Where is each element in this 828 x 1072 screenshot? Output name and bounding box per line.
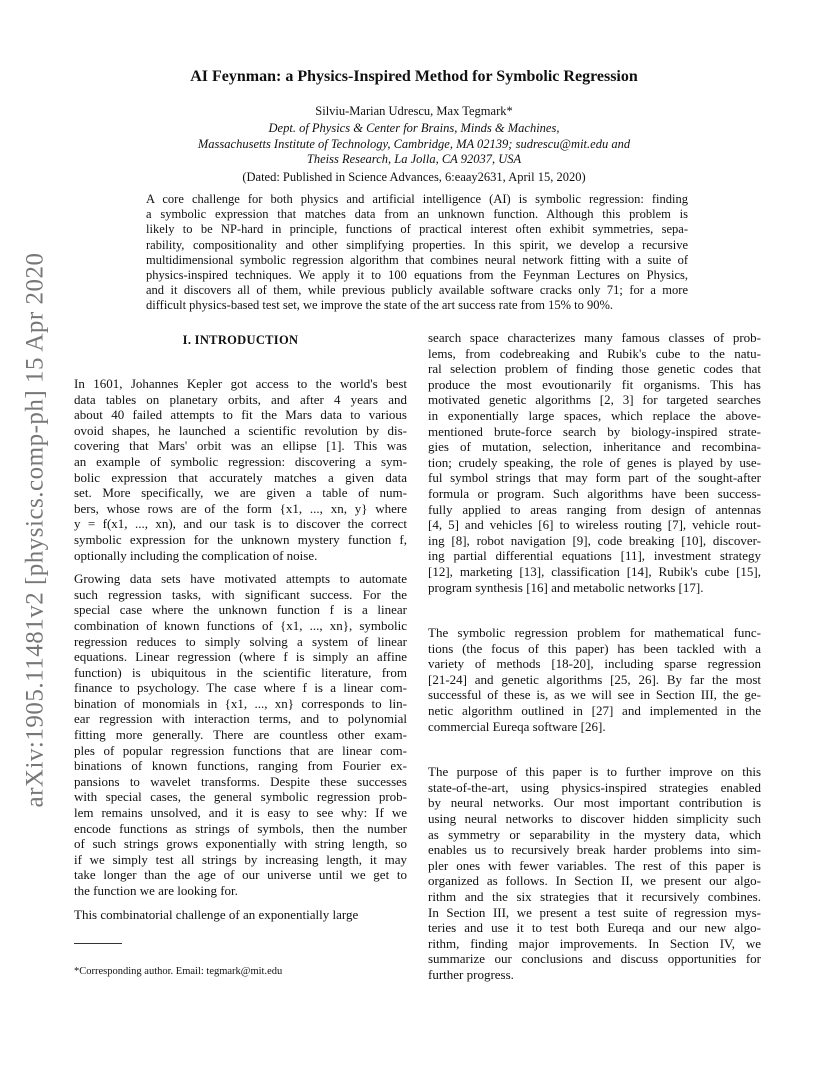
- text-line: function) is ubiquitous in the scientific literature, from: [74, 664, 407, 680]
- text-line: [4, 5] and vehicles [6] to wireless routing [7], vehicle rout-: [428, 517, 761, 533]
- author-list: Silviu-Marian Udrescu, Max Tegmark*: [315, 104, 513, 118]
- text-line: The symbolic regression problem for mathematical func-: [428, 625, 761, 641]
- text-line: pansions to wavelet transforms. Despite these successes: [74, 773, 407, 789]
- text-line: with special cases, the general symbolic regression prob-: [74, 789, 407, 805]
- text-line: organized as follows. In Section II, we present our algo-: [428, 873, 761, 889]
- text-line: ing [8], robot navigation [9], code breaking [10], discover-: [428, 532, 761, 548]
- arxiv-stamp: [14, 230, 56, 830]
- text-line: such regression tasks, with significant success. For the: [74, 586, 407, 602]
- text-line: as symmetry or separability in the mystery data, which: [428, 826, 761, 842]
- text-line: ful symbol strings that may form part of the sought-after: [428, 470, 761, 486]
- text-line: an example of symbolic regression: discovering a sym-: [74, 453, 407, 469]
- abstract-line: a symbolic expression that matches data from an unknown function. Although this problem is: [146, 207, 688, 222]
- text-line: enables us to recursively break harder problems into sim-: [428, 842, 761, 858]
- text-line: successful of these is, as we will see in Section III, the ge-: [428, 687, 761, 703]
- text-line: if we simply test all strings by increasing length, it may: [74, 851, 407, 867]
- text-line: [21-24] and genetic algorithms [25, 26]. By far the most: [428, 671, 761, 687]
- text-line: ear regression with interaction terms, and to polynomial: [74, 711, 407, 727]
- text-line: of such strings grows exponentially with string length, so: [74, 836, 407, 852]
- text-line: encode functions as strings of symbols, then the number: [74, 820, 407, 836]
- section-heading: I. INTRODUCTION: [182, 333, 299, 347]
- affiliation: [0, 121, 828, 168]
- text-line: tion; crudely speaking, the role of genes is played by use-: [428, 454, 761, 470]
- footnote: *Corresponding author. Email: tegmark@mit.edu: [74, 966, 283, 977]
- abstract-line: difficult physics-based test set, we improve the state of the art success rate from 15% to 90%.: [146, 298, 613, 313]
- text-line: combination of known functions of {x1, ..., xn}, symbolic: [74, 617, 407, 633]
- text-line: ing partial differential equations [11], investment strategy: [428, 548, 761, 564]
- text-line: bolic expression that accurately matches a given data: [74, 469, 407, 485]
- paragraph: [74, 376, 407, 563]
- text-line: the function we are looking for.: [74, 883, 238, 898]
- text-line: teries and use it to test both Eureqa and our new algo-: [428, 920, 761, 936]
- right-column: [428, 330, 761, 983]
- text-line: pler ones with fewer variables. The rest of this paper is: [428, 857, 761, 873]
- text-line: program synthesis [16] and metabolic networks [17].: [428, 579, 704, 595]
- paragraph: [74, 907, 407, 923]
- abstract: [146, 192, 688, 314]
- text-line: rithm and the six strategies that it recursively combines.: [428, 889, 761, 904]
- text-line: bers, whose rows are of the form {x1, ..., xn, y} where: [74, 500, 407, 516]
- left-column: [74, 376, 407, 922]
- abstract-line: likely to be NP-hard in principle, functions of practical interest often exhibit symmetries, sepa-: [146, 222, 688, 237]
- abstract-line: physics-inspired techniques. We apply it to 100 equations from the Feynman Lectures on Physics,: [146, 268, 688, 283]
- paper-title: AI Feynman: a Physics-Inspired Method for Symbolic Regression: [190, 68, 638, 85]
- text-line: search space characterizes many famous classes of prob-: [428, 330, 761, 345]
- text-line: using neural networks to discover hidden simplicity such: [428, 811, 761, 827]
- text-line: This combinatorial challenge of an exponentially large: [74, 906, 359, 922]
- text-line: In 1601, Johannes Kepler got access to the world's best: [74, 376, 407, 391]
- text-line: optionally including the complication of noise.: [74, 547, 318, 563]
- text-line: ral selection problem of finding those genetic codes that: [428, 361, 761, 377]
- text-line: Growing data sets have motivated attempts to automate: [74, 571, 407, 587]
- abstract-line: rability, compositionality and other simplifying properties. In this spirit, we develop a recursive: [146, 237, 688, 252]
- affiliation-line: Dept. of Physics & Center for Brains, Minds & Machines,: [268, 121, 560, 135]
- text-line: covering that Mars' orbit was an ellipse [1]. This was: [74, 438, 407, 454]
- affiliation-line: Massachusetts Institute of Technology, Cambridge, MA 02139; sudrescu@mit.edu and: [197, 136, 631, 151]
- text-line: formula or program. Such algorithms have been success-: [428, 485, 761, 501]
- text-line: motivated genetic algorithms [2, 3] for targeted searches: [428, 392, 761, 408]
- text-line: mentioned brute-force search by biology-inspired strate-: [428, 423, 761, 439]
- arxiv-stamp-text: arXiv:1905.11481v2 [physics.comp-ph] 15 Apr 2020: [21, 252, 48, 808]
- text-line: about 40 failed attempts to fit the Mars data to various: [74, 407, 407, 423]
- text-line: take longer than the age of our universe until we get to: [74, 867, 407, 883]
- text-line: ovoid shapes, he launched a scientific revolution by dis-: [74, 422, 407, 438]
- abstract-line: A core challenge for both physics and artificial intelligence (AI) is symbolic regression: finding: [146, 192, 688, 206]
- text-line: set. More specifically, we are given a table of num-: [74, 485, 407, 501]
- text-line: The purpose of this paper is to further improve on this: [428, 764, 761, 780]
- text-line: in exponentially large spaces, which replace the above-: [428, 407, 761, 423]
- text-line: In Section III, we present a test suite of regression mys-: [428, 904, 761, 920]
- text-line: data tables on planetary orbits, and after 4 years and: [74, 391, 407, 407]
- text-line: special case where the unknown function f is a linear: [74, 602, 407, 618]
- text-line: regression reduces to simply solving a system of linear: [74, 633, 407, 649]
- text-line: symbolic expression for the unknown mystery function f,: [74, 531, 407, 547]
- publication-date: (Dated: Published in Science Advances, 6:eaay2631, April 15, 2020): [242, 170, 586, 184]
- text-line: commercial Eureqa software [26].: [428, 718, 606, 734]
- text-line: variety of methods [18-20], including sparse regression: [428, 656, 761, 672]
- text-line: lems, from codebreaking and Rubik's cube to the natu-: [428, 345, 761, 361]
- text-line: fully applied to areas ranging from design of antennas: [428, 501, 761, 517]
- text-line: rithm, finding major improvements. In Section IV, we: [428, 935, 761, 951]
- abstract-line: multidimensional symbolic regression algorithm that combines neural network fitting with a suite of: [146, 252, 688, 267]
- text-line: bination of monomials in {x1, ..., xn} corresponds to lin-: [74, 695, 407, 711]
- text-line: gies of mutation, selection, inheritance and recombina-: [428, 439, 761, 455]
- text-line: ples of popular regression functions that are linear com-: [74, 742, 407, 758]
- paragraph: [428, 764, 761, 982]
- text-line: equations. Linear regression (where f is simply an affine: [74, 649, 407, 665]
- text-line: by neural networks. Our most important contribution is: [428, 795, 761, 811]
- text-line: tions (the focus of this paper) has been tackled with a: [428, 640, 761, 656]
- text-line: lem remains unsolved, and it is easy to see why: If we: [74, 805, 407, 821]
- text-line: produce the most evoutionarily fit organisms. This has: [428, 376, 761, 392]
- text-line: finance to psychology. The case where f is a linear com-: [74, 680, 407, 696]
- affiliation-line: Theiss Research, La Jolla, CA 92037, USA: [306, 152, 522, 166]
- footnote-rule: [74, 943, 122, 944]
- text-line: y = f(x1, ..., xn), and our task is to discover the correct: [74, 516, 407, 532]
- abstract-line: and it discovers all of them, while previous publicly available software cracks only 71; for a more: [146, 283, 688, 298]
- text-line: summarize our conclusions and discuss opportunities for: [428, 951, 761, 967]
- text-line: further progress.: [428, 966, 514, 982]
- text-line: netic algorithm outlined in [27] and implemented in the: [428, 703, 761, 719]
- text-line: fitting more generally. There are countless other exam-: [74, 727, 407, 743]
- paragraph: [74, 571, 407, 898]
- text-line: binations of known functions, ranging from Fourier ex-: [74, 758, 407, 774]
- paragraph: [428, 330, 761, 595]
- text-line: [12], marketing [13], classification [14], Rubik's cube [15],: [428, 563, 761, 579]
- paragraph: [428, 625, 761, 734]
- text-line: state-of-the-art, using physics-inspired strategies enabled: [428, 779, 761, 795]
